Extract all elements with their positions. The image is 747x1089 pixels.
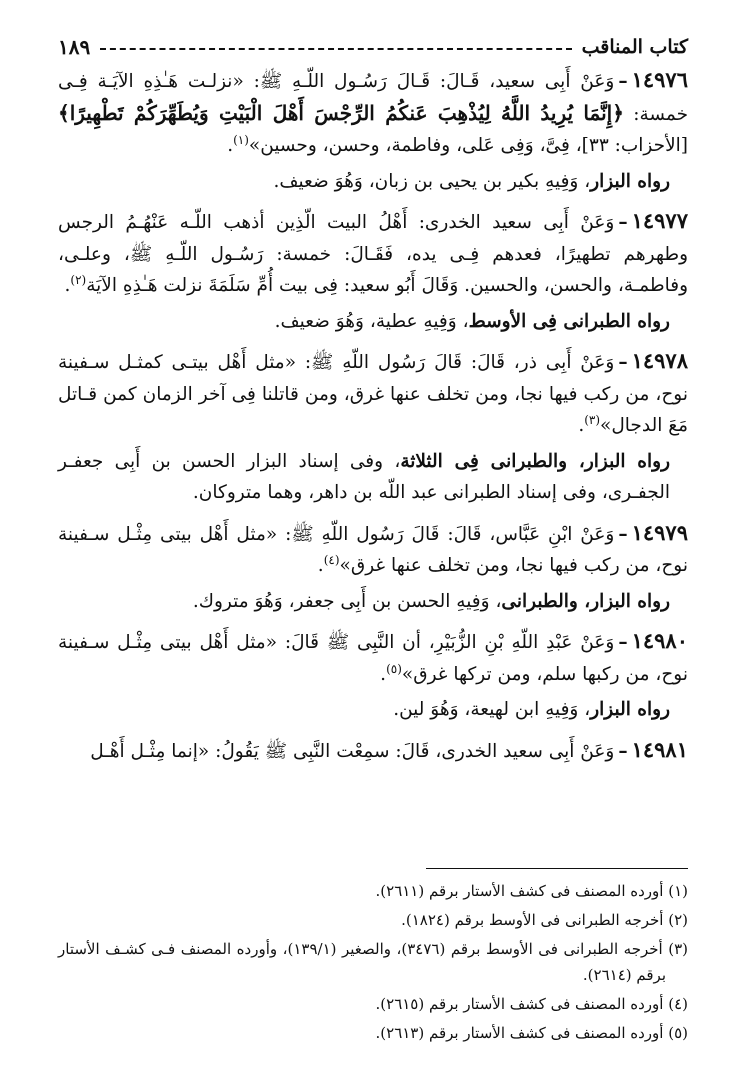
- page: [58, 32, 688, 1042]
- narration-source: رواه البزار، والطبرانى فِى الثلاثة: [400, 450, 671, 472]
- hadith-text: وَعَنْ أَبِى سعيد، قَـالَ: قَـالَ رَسُـول اللّـهِ ﷺ: «نزلـت هَـٰذِهِ الآيَـة فِـى خمسة:: [58, 71, 688, 125]
- narration-note: [58, 166, 688, 198]
- footnote-ref[interactable]: (١): [233, 132, 249, 147]
- narration-note: [58, 446, 688, 509]
- quran-verse: ﴿إِنَّمَا يُرِيدُ اللَّهُ لِيُذْهِبَ عَنكُمُ الرِّجْسَ أَهْلَ الْبَيْتِ وَيُطَهِّرَكُمْ تَطْهِيرًا﴾: [58, 100, 624, 125]
- narration-source: رواه البزار: [590, 699, 670, 720]
- header-dashed-rule: [100, 48, 571, 50]
- footnote-2: (٢) أخرجه الطبرانى فى الأوسط برقم (١٨٢٤).: [401, 911, 688, 929]
- hadith-number: ١٤٩٧٨: [631, 348, 688, 373]
- narration-note: [58, 586, 688, 618]
- footnote-ref[interactable]: (٤): [323, 552, 340, 567]
- hadith-text-continued: [الأحزاب: ٣٣]، فِىَّ، وَفِى عَلى، وفاطمة، وحسن، وحسين»: [248, 135, 688, 156]
- narration-source: رواه البزار: [590, 170, 670, 192]
- narration-detail: ، وَفِيهِ الحسن بن أَبِى جعفر، وَهُوَ متروك.: [192, 590, 502, 612]
- narration-detail: ، وفى إسناد البزار الحسن بن أَبِى جعفـر الجفـرى، وفى إسناد الطبرانى عبد اللّه بن داهر، وهما متروكان.: [58, 450, 670, 503]
- hadith-number: ١٤٩٧٦: [631, 67, 688, 92]
- hadith-entry: ١٤٩٨١–وَعَنْ أَبِى سعيد الخدرى، قَالَ: سمِعْت النَّبِى ﷺ يَقُولُ: «إنما مِثْـل أَهْـل: [90, 736, 688, 762]
- hadith-text: وَعَنْ ابْنِ عَبَّاس، قَالَ: قَالَ رَسُول اللّهِ ﷺ: «مثل أَهْل بيتى مِثْـل سـفينة نوح، من ركب فيها نجا، ومن تخلف عنها غرق»: [58, 523, 688, 576]
- hadith-number: ١٤٩٨١: [631, 736, 688, 762]
- narration-source: رواه البزار، والطبرانى: [501, 590, 670, 612]
- hadith-text: وَعَنْ أَبِى سعيد الخدرى، قَالَ: سمِعْت النَّبِى ﷺ يَقُولُ: «إنما مِثْـل أَهْـل: [90, 740, 615, 762]
- footnote-1: (١) أورده المصنف فى كشف الأستار برقم (٢٦١١).: [375, 882, 688, 900]
- hadith-number: ١٤٩٨٠: [631, 628, 688, 653]
- page-number: ١٨٩: [58, 35, 91, 59]
- hadith-text: وَعَنْ أَبِى سعيد الخدرى: أَهْلُ البيت الّذِين أذهب اللّـه عَنْهُـمُ الرجس وطهرهم تطهيرًا، فعدهم فِـى يده، فَقَـالَ: خمسة: رَسُـول اللّـهِ ﷺ، وعلـى، وفاطمـة، والحسن، والحسين. وَقَالَ أَبُو سعيد: فِى بيت أُمِّ سَلَمَةَ نزلت هَـٰذِهِ الآيَة: [58, 212, 688, 296]
- footnote-4: (٤) أورده المصنف فى كشف الأستار برقم (٢٦١٥).: [375, 995, 688, 1013]
- hadith-text: وَعَنْ أَبِى ذر، قَالَ: قَالَ رَسُول اللّهِ ﷺ: «مثل أَهْل بيتـى كمثـل سـفينة نوح، من ركب فيها نجا، ومن تخلف عنها غرق، ومن قاتلنا فِى آخر الزمان كمن قـاتل مَعَ الدجال»: [58, 352, 688, 436]
- footnote-ref[interactable]: (٥): [386, 661, 402, 676]
- hadith-entry: ١٤٩٨٠–وَعَنْ عَبْدِ اللّهِ بْنِ الزُّبَيْرِ، أن النَّبِى ﷺ قَالَ: «مثل أَهْل بيتى مِثْـل سـفينة نوح، من ركبها سلم، ومن تركها غرق»$^{(٥)}$.: [58, 628, 688, 685]
- hadith-number: ١٤٩٧٧: [631, 208, 688, 233]
- footnotes: [58, 878, 688, 1049]
- hadith-entry: ١٤٩٧٨–وَعَنْ أَبِى ذر، قَالَ: قَالَ رَسُول اللّهِ ﷺ: «مثل أَهْل بيتـى كمثـل سـفينة نوح، من ركب فيها نجا، ومن تخلف عنها غرق، ومن قاتلنا فِى آخر الزمان كمن قـاتل مَعَ الدجال»$^{(٣)}$.: [58, 348, 688, 436]
- narration-detail: ، وَفِيهِ عطية، وَهُوَ ضعيف.: [274, 310, 469, 332]
- book-title: كتاب المناقب: [581, 36, 688, 58]
- footnote-divider: [426, 868, 688, 869]
- hadith-entry: ١٤٩٧٧–وَعَنْ أَبِى سعيد الخدرى: أَهْلُ البيت الّذِين أذهب اللّـه عَنْهُـمُ الرجس وطهرهم تطهيرًا، فعدهم فِـى يده، فَقَـالَ: خمسة: رَسُـول اللّـهِ ﷺ، وعلـى، وفاطمـة، والحسن، والحسين. وَقَالَ أَبُو سعيد: فِى بيت أُمِّ سَلَمَةَ نزلت هَـٰذِهِ الآيَة$^{(٢)}$.: [58, 208, 688, 296]
- hadith-text: وَعَنْ عَبْدِ اللّهِ بْنِ الزُّبَيْرِ، أن النَّبِى ﷺ قَالَ: «مثل أَهْل بيتى مِثْـل سـفينة نوح، من ركبها سلم، ومن تركها غرق»: [58, 632, 688, 685]
- hadith-number: ١٤٩٧٩: [631, 519, 688, 545]
- footnote-5: (٥) أورده المصنف فى كشف الأستار برقم (٢٦١٣).: [375, 1024, 688, 1042]
- narration-source: رواه الطبرانى فِى الأوسط: [468, 310, 670, 332]
- hadith-entry: ١٤٩٧٩–وَعَنْ ابْنِ عَبَّاس، قَالَ: قَالَ رَسُول اللّهِ ﷺ: «مثل أَهْل بيتى مِثْـل سـفينة نوح، من ركب فيها نجا، ومن تخلف عنها غرق»$^{(٤)}$.: [58, 519, 688, 576]
- narration-detail: ، وَفِيهِ بكير بن يحيى بن زبان، وَهُوَ ضعيف.: [273, 170, 591, 192]
- narration-detail: ، وَفِيهِ ابن لهيعة، وَهُوَ لين.: [393, 699, 591, 720]
- footnote-3: (٣) أخرجه الطبرانى فى الأوسط برقم (٣٤٧٦)، والصغير (١٣٩/١)، وأورده المصنف فـى كشـف الأستار برقم (٢٦١٤).: [58, 940, 688, 984]
- footnote-ref[interactable]: (٢): [70, 272, 87, 287]
- narration-note: [58, 306, 688, 338]
- footnote-ref[interactable]: (٣): [584, 412, 601, 427]
- page-header: [58, 32, 688, 62]
- hadith-entry: ١٤٩٧٦–وَعَنْ أَبِى سعيد، قَـالَ: قَـالَ رَسُـول اللّـهِ ﷺ: «نزلـت هَـٰذِهِ الآيَـة فِـى خمسة: ﴿إِنَّمَا يُرِيدُ اللَّهُ لِيُذْهِبَ عَنكُمُ الرِّجْسَ أَهْلَ الْبَيْتِ وَيُطَهِّرَكُمْ تَطْهِيرًا﴾ [الأحزاب: ٣٣]، فِىَّ، وَفِى عَلى، وفاطمة، وحسن، وحسين»$^{(١)}$.: [58, 67, 688, 156]
- narration-note: [58, 694, 688, 726]
